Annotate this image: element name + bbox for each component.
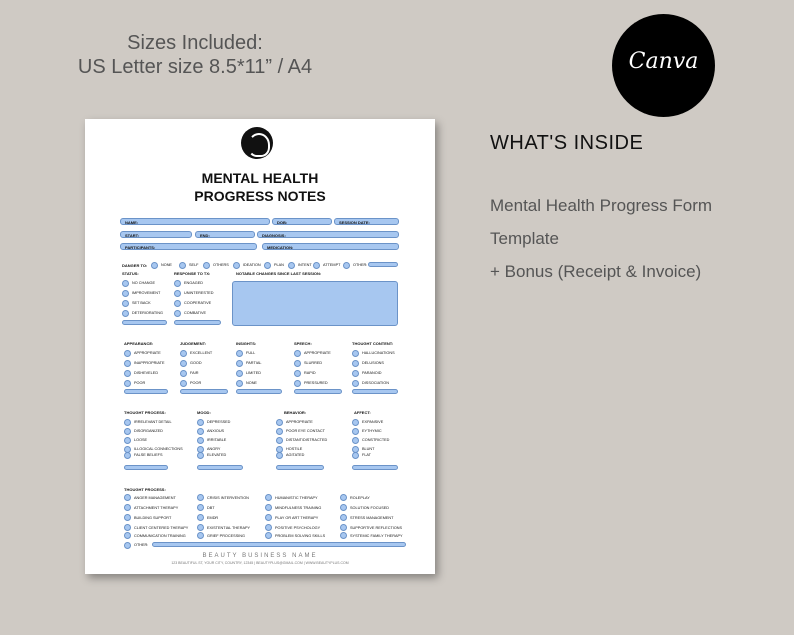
danger-option: OTHERS <box>203 262 229 268</box>
radio-dot-icon <box>180 370 187 377</box>
intervention-option: CRISIS INTERVENTION <box>197 495 250 500</box>
radio-dot-icon <box>197 504 204 511</box>
behavior-option: HOSTILE <box>276 446 327 452</box>
status-option: NO CHANGE <box>122 280 163 286</box>
radio-dot-icon <box>124 532 131 539</box>
intervention-option: ANGER MANAGEMENT <box>124 495 188 500</box>
radio-dot-icon <box>180 360 187 367</box>
mood-option: ANGRY <box>197 446 230 452</box>
interventions-col-3 <box>265 495 325 538</box>
thought-content-option: PARANOID <box>352 370 395 376</box>
intervention-option: SYSTEMIC FAMILY THERAPY <box>340 533 403 538</box>
radio-dot-icon <box>352 360 359 367</box>
insights-option: FULL <box>236 350 261 356</box>
radio-dot-icon <box>340 504 347 511</box>
end-field: END: <box>195 231 255 238</box>
radio-dot-icon <box>122 290 129 297</box>
radio-dot-icon <box>124 419 131 426</box>
judgement-options <box>180 350 212 386</box>
radio-dot-icon <box>313 262 320 269</box>
danger-label: DANGER TO: <box>122 263 148 268</box>
appearance-option: POOR <box>124 380 165 386</box>
canva-logo-text: Canva <box>628 49 699 74</box>
radio-dot-icon <box>265 532 272 539</box>
whats-inside-item: Template <box>490 229 559 248</box>
affect-option: EYTHYMIC <box>352 428 389 434</box>
interventions-col-4 <box>340 495 403 538</box>
response-option: COOPERATIVE <box>174 300 214 306</box>
radio-dot-icon <box>340 514 347 521</box>
radio-dot-icon <box>180 350 187 357</box>
affect-label: AFFECT: <box>354 410 371 415</box>
radio-dot-icon <box>124 360 131 367</box>
judgement-option: FAIR <box>180 370 212 376</box>
affect-option: BLUNT <box>352 446 389 452</box>
interventions-other-blank <box>152 542 406 547</box>
behavior-option: APPROPRIATE <box>276 419 327 425</box>
radio-dot-icon <box>352 452 359 459</box>
judgement-label: JUDGEMENT: <box>180 341 207 346</box>
thought-content-options <box>352 350 395 386</box>
canva-logo <box>612 14 715 117</box>
affect-other-blank <box>352 465 398 470</box>
interventions-label: THOUGHT PROCESS: <box>124 487 166 492</box>
radio-dot-icon <box>276 428 283 435</box>
behavior-option: AGITATED <box>276 452 327 458</box>
status-option: IMPROVEMENT <box>122 290 163 296</box>
interventions-other: OTHER: <box>124 542 148 548</box>
intervention-option: STRESS MANAGEMENT <box>340 515 403 520</box>
radio-dot-icon <box>276 437 283 444</box>
radio-dot-icon <box>236 350 243 357</box>
brand-logo-icon <box>241 127 273 159</box>
response-options <box>174 280 214 316</box>
radio-dot-icon <box>122 310 129 317</box>
name-field: NAME: <box>120 218 270 225</box>
judgement-other-blank <box>180 389 228 394</box>
mood-options <box>197 419 230 458</box>
radio-dot-icon <box>340 532 347 539</box>
radio-dot-icon <box>343 262 350 269</box>
mood-other-blank <box>197 465 243 470</box>
affect-option: EXPANSIVE <box>352 419 389 425</box>
intervention-option: SOLUTION FOCUSED <box>340 505 403 510</box>
mood-option: ELEVATED <box>197 452 230 458</box>
intervention-option: POSITIVE PSYCHOLOGY <box>265 525 325 530</box>
mood-label: MOOD: <box>197 410 211 415</box>
appearance-option: INAPPROPRIATE <box>124 360 165 366</box>
intervention-option: SUPPORTIVE REFLECTIONS <box>340 525 403 530</box>
radio-dot-icon <box>233 262 240 269</box>
intervention-option: GRIEF PROCESSING <box>197 533 250 538</box>
response-label: RESPONSE TO TX: <box>174 271 211 276</box>
danger-option: INTENT <box>288 262 312 268</box>
judgement-option: GOOD <box>180 360 212 366</box>
radio-dot-icon <box>124 494 131 501</box>
thought-content-option: DELUSIONS <box>352 360 395 366</box>
speech-options <box>294 350 331 386</box>
intervention-option: COMMUNICATION TRAINING <box>124 533 188 538</box>
radio-dot-icon <box>124 437 131 444</box>
radio-dot-icon <box>294 350 301 357</box>
medication-field: MEDICATION: <box>262 243 399 250</box>
status-other-blank <box>122 320 167 325</box>
insights-option: NONE <box>236 380 261 386</box>
thought-content-option: DISSOCIATION <box>352 380 395 386</box>
start-field: START: <box>120 231 192 238</box>
danger-option: ATTEMPT <box>313 262 340 268</box>
behavior-options <box>276 419 327 458</box>
radio-dot-icon <box>236 380 243 387</box>
radio-dot-icon <box>124 452 131 459</box>
radio-dot-icon <box>265 514 272 521</box>
radio-dot-icon <box>294 360 301 367</box>
intervention-option: EMDR <box>197 515 250 520</box>
radio-dot-icon <box>340 524 347 531</box>
dob-field: DOB: <box>272 218 332 225</box>
status-option: DETERIORATING <box>122 310 163 316</box>
affect-option: CONSTRICTED <box>352 437 389 443</box>
whats-inside-item: Mental Health Progress Form <box>490 196 713 215</box>
intervention-option: PROBLEM SOLVING SKILLS <box>265 533 325 538</box>
intervention-option: PLAY OR ART THERAPY <box>265 515 325 520</box>
behavior-option: POOR EYE CONTACT <box>276 428 327 434</box>
diagnosis-field: DIAGNOSIS: <box>257 231 399 238</box>
speech-label: SPEECH: <box>294 341 312 346</box>
radio-dot-icon <box>180 380 187 387</box>
speech-option: APPROPRIATE <box>294 350 331 356</box>
radio-dot-icon <box>124 514 131 521</box>
speech-option: SLURRED <box>294 360 331 366</box>
radio-dot-icon <box>174 310 181 317</box>
radio-dot-icon <box>197 428 204 435</box>
status-option: SET BACK <box>122 300 163 306</box>
appearance-option: DISHEVELED <box>124 370 165 376</box>
sizes-detail: US Letter size 8.5*11” / A4 <box>77 56 313 78</box>
thought-process-options <box>124 419 183 458</box>
judgement-option: POOR <box>180 380 212 386</box>
radio-dot-icon <box>122 300 129 307</box>
interventions-col-1 <box>124 495 188 538</box>
insights-other-blank <box>236 389 282 394</box>
appearance-option: APPROPRIATE <box>124 350 165 356</box>
affect-option: FLAT <box>352 452 389 458</box>
thought-process-option: IRRELEVANT DETAIL <box>124 419 183 425</box>
danger-other-blank <box>368 262 398 267</box>
radio-dot-icon <box>352 437 359 444</box>
speech-option: PRESSURED <box>294 380 331 386</box>
radio-dot-icon <box>174 280 181 287</box>
radio-dot-icon <box>179 262 186 269</box>
radio-dot-icon <box>124 370 131 377</box>
intervention-option: MINDFULNESS TRAINING <box>265 505 325 510</box>
behavior-option: DISTANT/DISTRACTED <box>276 437 327 443</box>
radio-dot-icon <box>294 380 301 387</box>
radio-dot-icon <box>122 280 129 287</box>
radio-dot-icon <box>124 504 131 511</box>
radio-dot-icon <box>265 504 272 511</box>
thought-process-option: ILLOGICAL CONNECTIONS <box>124 446 183 452</box>
radio-dot-icon <box>352 419 359 426</box>
radio-dot-icon <box>124 380 131 387</box>
sizes-heading: Sizes Included: <box>127 32 263 54</box>
danger-option: OTHER: <box>343 262 367 268</box>
radio-dot-icon <box>197 437 204 444</box>
thought-process-label: THOUGHT PROCESS: <box>124 410 166 415</box>
notable-changes-box <box>232 281 398 326</box>
affect-options <box>352 419 389 458</box>
thought-process-option: FALSE BELIEFS <box>124 452 183 458</box>
radio-dot-icon <box>197 514 204 521</box>
mood-option: DEPRESSED <box>197 419 230 425</box>
danger-option: NONE <box>151 262 172 268</box>
intervention-option: HUMANISTIC THERAPY <box>265 495 325 500</box>
response-option: COMBATIVE <box>174 310 214 316</box>
status-options <box>122 280 163 316</box>
radio-dot-icon <box>197 452 204 459</box>
behavior-label: BEHAVIOR: <box>284 410 307 415</box>
business-address: 123 BEAUTIFUL ST, YOUR CITY, COUNTRY, 12345 | BEAUTYPLUS@GMAIL.COM | WWW.BEAUTYPLUS.COM <box>171 561 349 565</box>
radio-dot-icon <box>151 262 158 269</box>
judgement-option: EXCELLENT <box>180 350 212 356</box>
radio-dot-icon <box>197 524 204 531</box>
thought-content-other-blank <box>352 389 398 394</box>
appearance-other-blank <box>124 389 168 394</box>
radio-dot-icon <box>203 262 210 269</box>
radio-dot-icon <box>124 524 131 531</box>
intervention-option: EXISTENTIAL THERAPY <box>197 525 250 530</box>
radio-dot-icon <box>265 524 272 531</box>
danger-option: PLAN <box>264 262 284 268</box>
radio-dot-icon <box>265 494 272 501</box>
radio-dot-icon <box>352 380 359 387</box>
form-title-line1: MENTAL HEALTH <box>201 170 319 186</box>
radio-dot-icon <box>174 300 181 307</box>
radio-dot-icon <box>352 350 359 357</box>
whats-inside-title: WHAT'S INSIDE <box>490 132 644 154</box>
thought-content-label: THOUGHT CONTENT: <box>352 341 394 346</box>
status-label: STATUS: <box>122 271 139 276</box>
radio-dot-icon <box>352 428 359 435</box>
radio-dot-icon <box>276 419 283 426</box>
response-option: UNINTERESTED <box>174 290 214 296</box>
radio-dot-icon <box>174 290 181 297</box>
thought-process-option: DISORGANIZED <box>124 428 183 434</box>
form-title-line2: PROGRESS NOTES <box>194 188 326 204</box>
speech-option: RAPID <box>294 370 331 376</box>
response-other-blank <box>174 320 221 325</box>
radio-dot-icon <box>352 370 359 377</box>
intervention-option: BUILDING SUPPORT <box>124 515 188 520</box>
radio-dot-icon <box>197 532 204 539</box>
radio-dot-icon <box>264 262 271 269</box>
intervention-option: ATTACHMENT THERAPY <box>124 505 188 510</box>
insights-label: INSIGHTS: <box>236 341 257 346</box>
intervention-option: CLIENT CENTERED THERAPY <box>124 525 188 530</box>
radio-dot-icon <box>276 452 283 459</box>
insights-options <box>236 350 261 386</box>
radio-dot-icon <box>236 370 243 377</box>
danger-option: SELF <box>179 262 199 268</box>
radio-dot-icon <box>124 428 131 435</box>
behavior-other-blank <box>276 465 324 470</box>
radio-dot-icon <box>197 419 204 426</box>
radio-dot-icon <box>236 360 243 367</box>
danger-option: IDEATION <box>233 262 261 268</box>
whats-inside-item: + Bonus (Receipt & Invoice) <box>490 262 702 281</box>
mood-option: ANXIOUS <box>197 428 230 434</box>
notable-label: NOTABLE CHANGES SINCE LAST SESSION: <box>236 271 322 276</box>
session-date-field: SESSION DATE: <box>334 218 399 225</box>
intervention-option: ROLEPLAY <box>340 495 403 500</box>
appearance-options <box>124 350 165 386</box>
thought-process-other-blank <box>124 465 168 470</box>
appearance-label: APPEARANCE: <box>124 341 154 346</box>
radio-dot-icon <box>124 350 131 357</box>
radio-dot-icon <box>124 542 131 549</box>
response-option: ENGAGED <box>174 280 214 286</box>
radio-dot-icon <box>197 494 204 501</box>
mood-option: IRRITABLE <box>197 437 230 443</box>
participants-field: PARTICIPANTS: <box>120 243 257 250</box>
insights-option: LIMITED <box>236 370 261 376</box>
thought-content-option: HALLUCINATIONS <box>352 350 395 356</box>
business-name: BEAUTY BUSINESS NAME <box>202 553 318 559</box>
speech-other-blank <box>294 389 342 394</box>
intervention-option: DBT <box>197 505 250 510</box>
interventions-col-2 <box>197 495 250 538</box>
insights-option: PARTIAL <box>236 360 261 366</box>
radio-dot-icon <box>340 494 347 501</box>
radio-dot-icon <box>288 262 295 269</box>
thought-process-option: LOOSE <box>124 437 183 443</box>
radio-dot-icon <box>294 370 301 377</box>
